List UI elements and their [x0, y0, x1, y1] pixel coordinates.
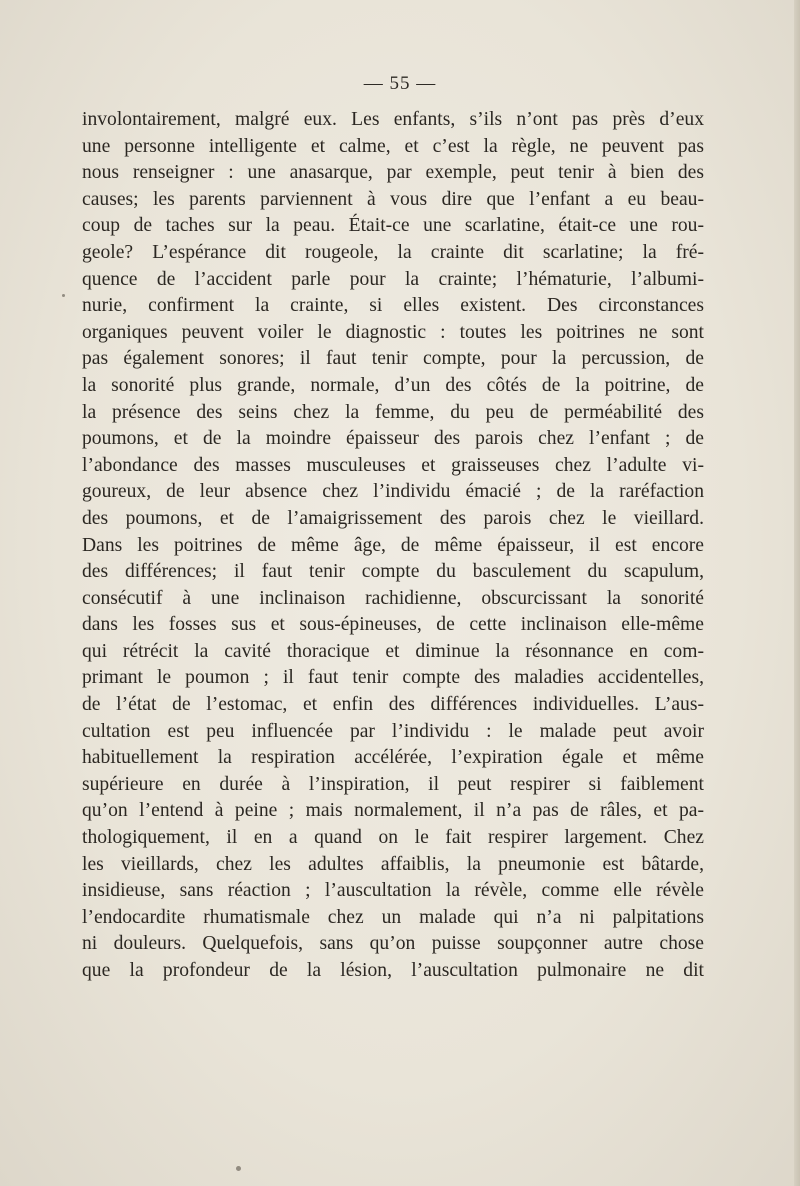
text-line: une personne intelligente et calme, et c’est la règle, ne peuvent pas: [82, 135, 704, 157]
text-line: insidieuse, sans réaction ; l’auscultation la révèle, comme elle révèle: [82, 880, 704, 902]
text-line: dans les fosses sus et sous-épineuses, de cette inclinaison elle-même: [82, 614, 704, 636]
text-line: supérieure en durée à l’inspiration, il peut respirer si faiblement: [82, 773, 704, 795]
text-line: pas également sonores; il faut tenir compte, pour la percussion, de: [82, 348, 704, 370]
text-line: nurie, confirment la crainte, si elles existent. Des circonstances: [82, 295, 704, 317]
ink-speck: [62, 294, 65, 297]
text-line: qui rétrécit la cavité thoracique et diminue la résonnance en com-: [82, 640, 704, 662]
text-line: ni douleurs. Quelquefois, sans qu’on puisse soupçonner autre chose: [82, 933, 704, 955]
text-line: de l’état de l’estomac, et enfin des différences individuelles. L’aus-: [82, 694, 704, 716]
body-text: [82, 107, 704, 985]
text-line: thologiquement, il en a quand on le fait respirer largement. Chez: [82, 827, 704, 849]
page-edge: [794, 0, 800, 1186]
text-line: qu’on l’entend à peine ; mais normalement, il n’a pas de râles, et pa-: [82, 800, 704, 822]
text-line: primant le poumon ; il faut tenir compte des maladies accidentelles,: [82, 667, 704, 689]
text-line: des poumons, et de l’amaigrissement des parois chez le vieillard.: [82, 507, 704, 529]
page-number: — 55 —: [363, 73, 437, 94]
text-line: quence de l’accident parle pour la crainte; l’hématurie, l’albumi-: [82, 268, 704, 290]
text-line: l’abondance des masses musculeuses et graisseuses chez l’adulte vi-: [82, 454, 704, 476]
text-line: des différences; il faut tenir compte du basculement du scapulum,: [82, 561, 704, 583]
text-line: cultation est peu influencée par l’individu : le malade peut avoir: [82, 720, 704, 742]
text-line: Dans les poitrines de même âge, de même épaisseur, il est encore: [82, 534, 704, 556]
text-line: les vieillards, chez les adultes affaiblis, la pneumonie est bâtarde,: [82, 853, 704, 875]
text-line: causes; les parents parviennent à vous dire que l’enfant a eu beau-: [82, 188, 704, 210]
text-line: goureux, de leur absence chez l’individu émacié ; de la raréfaction: [82, 481, 704, 503]
ink-speck: [236, 1166, 241, 1171]
text-line: coup de taches sur la peau. Était-ce une scarlatine, était-ce une rou-: [82, 215, 704, 237]
text-line: involontairement, malgré eux. Les enfants, s’ils n’ont pas près d’eux: [82, 109, 704, 130]
text-line: la présence des seins chez la femme, du peu de perméabilité des: [82, 401, 704, 423]
text-line: poumons, et de la moindre épaisseur des parois chez l’enfant ; de: [82, 428, 704, 450]
text-line: l’endocardite rhumatismale chez un malade qui n’a ni palpitations: [82, 906, 704, 928]
text-line: geole? L’espérance dit rougeole, la crainte dit scarlatine; la fré-: [82, 241, 704, 263]
text-line: organiques peuvent voiler le diagnostic : toutes les poitrines ne sont: [82, 321, 704, 343]
text-line: consécutif à une inclinaison rachidienne, obscurcissant la sonorité: [82, 587, 704, 609]
text-line: que la profondeur de la lésion, l’auscultation pulmonaire ne dit: [82, 960, 704, 981]
text-line: habituellement la respiration accélérée, l’expiration égale et même: [82, 747, 704, 769]
text-line: nous renseigner : une anasarque, par exemple, peut tenir à bien des: [82, 162, 704, 184]
text-line: la sonorité plus grande, normale, d’un des côtés de la poitrine, de: [82, 374, 704, 396]
